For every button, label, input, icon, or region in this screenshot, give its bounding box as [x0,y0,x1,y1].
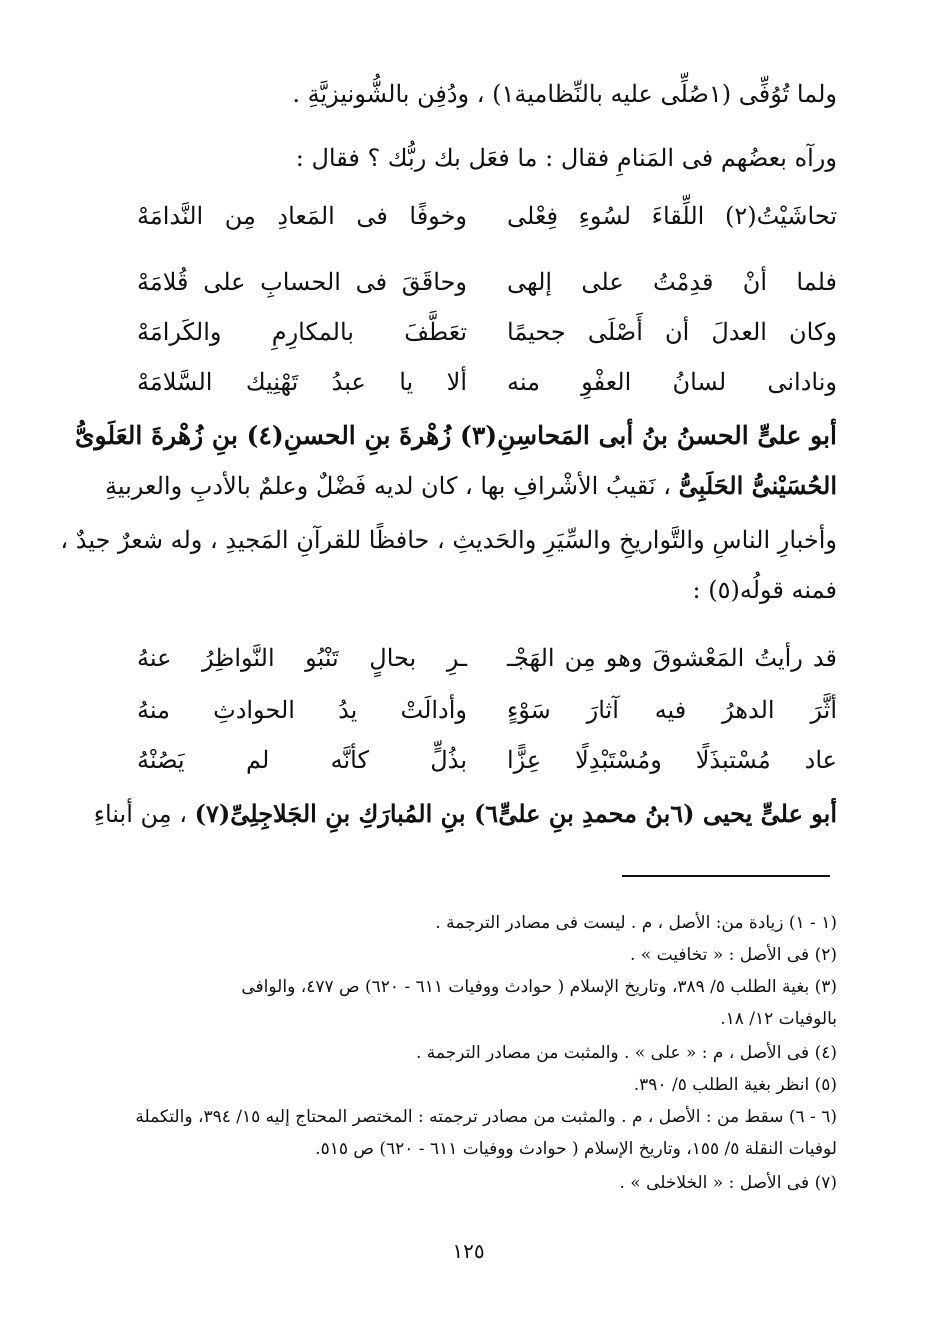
hemistich-second: وخوفًا فى المَعادِ مِن النَّدامَهْ [137,202,467,230]
footnote-7: (٧) فى الأصل : « الخلاخلى » . [619,1173,837,1193]
entry1-line-2-text: ، نَقيبُ الأشْرافِ بها ، كان لديه فَضْلٌ وعلمٌ بالأدبِ والعربيةِ [105,472,671,500]
poem1-verse-3 [137,312,837,352]
poem2-verse-3 [137,740,837,780]
entry1-heading: أبو علىٍّ الحسنُ بنُ أبى المَحاسِنِ(٣) زُهْرةَ بنِ الحسنِ(٤) بنِ زُهْرةَ العَلَوىُّ [74,421,837,450]
footnote-6-cont: لوفيات النقلة ٥/ ١٥٥، وتاريخ الإسلام ( حوادث ووفيات ٦١١ - ٦٢٠) ص ٥١٥. [315,1139,837,1159]
poem1-verse-2 [137,262,837,302]
hemistich-first: أثَّرَ الدهرُ فيه آثارَ سَوْءٍ [507,696,837,724]
footnote-5: (٥) انظر بغية الطلب ٥/ ٣٩٠. [633,1075,837,1095]
hemistich-second: ـرِ بحالٍ تَنْبُو النَّواظِرُ عنهُ [137,644,467,672]
poem2-verse-1 [137,638,837,678]
entry2-heading: أبو علىٍّ يحيى (٦بنُ محمدِ بنِ علىٍّ٦) بنِ المُبارَكِ بنِ الجَلاجِلِىِّ(٧) [194,799,837,828]
footnote-4: (٤) فى الأصل ، م : « على » . والمثبت من مصادر الترجمة . [416,1043,837,1063]
entry1-line-2 [105,466,837,506]
footnote-6: (٦ - ٦) سقط من : الأصل ، م . والمثبت من مصادر ترجمته : المختصر المحتاج إليه ١٥/ ٣٩٤، والتكملة [135,1107,837,1127]
footnote-3-cont: بالوفيات ١٢/ ١٨. [720,1009,837,1029]
hemistich-second: بذُلٍّ كأنَّه لم يَصُنْهُ [137,746,467,774]
hemistich-first: عاد مُسْتبذَلًا ومُسْتَبْدِلًا عِزًّا [507,746,837,774]
footnote-separator [622,875,830,877]
hemistich-second: وأدالَتْ يدُ الحوادثِ منهُ [137,696,467,724]
hemistich-first: وكان العدلَ أن أَصْلَى جحيمًا [507,318,837,346]
footnote-1: (١ - ١) زيادة من: الأصل ، م . ليست فى مصادر الترجمة . [435,913,837,933]
hemistich-first: فلما أنْ قدِمْتُ على إلهى [507,268,837,296]
entry2-heading-line [93,794,837,834]
entry2-rest: ، مِن أبناءِ [93,800,188,828]
hemistich-second: ألا يا عبدُ تَهْنِيك السَّلامَهْ [137,368,467,396]
hemistich-first: قد رأيتُ المَعْشوقَ وهو مِن الهَجْـ [507,644,837,672]
footnote-3: (٣) بغية الطلب ٥/ ٣٨٩، وتاريخ الإسلام ( حوادث ووفيات ٦١١ - ٦٢٠) ص ٤٧٧، والوافى [241,977,837,997]
poem2-verse-2 [137,690,837,730]
hemistich-first: تحاشَيْتُ(٢) اللِّقاءَ لسُوءِ فِعْلى [507,202,837,230]
poem1-verse-4 [137,362,837,402]
poem1-verse-1 [137,196,837,236]
page-number: ١٢٥ [452,1239,485,1263]
hemistich-second: تعَطَّفَ بالمكارِمِ والكَرامَهْ [137,318,467,346]
entry1-nisba: الحُسَيْنىُّ الحَلَبِىُّ [678,471,837,500]
body-line-1: ولما تُوُفِّى (١صُلِّى عليه بالنِّظامية١) ، ودُفِن بالشُّونيزيَّةِ . [292,80,837,108]
entry1-line-3: وأخبارِ الناسِ والتَّواريخِ والسِّيَرِ والحَديثِ ، حافظًا للقرآنِ المَجيدِ ، وله شعرٌ جيدٌ ، [60,526,837,554]
footnote-2: (٢) فى الأصل : « تخافيت » . [629,945,837,965]
hemistich-second: وحاقَقَ فى الحسابِ على قُلامَهْ [137,268,467,296]
hemistich-first: ونادانى لسانُ العفْوِ منه [507,368,837,396]
body-line-2: ورآه بعضُهم فى المَنامِ فقال : ما فعَل بك ربُّك ؟ فقال : [295,144,837,172]
entry1-line-4: فمنه قولُه(٥) : [692,576,837,604]
